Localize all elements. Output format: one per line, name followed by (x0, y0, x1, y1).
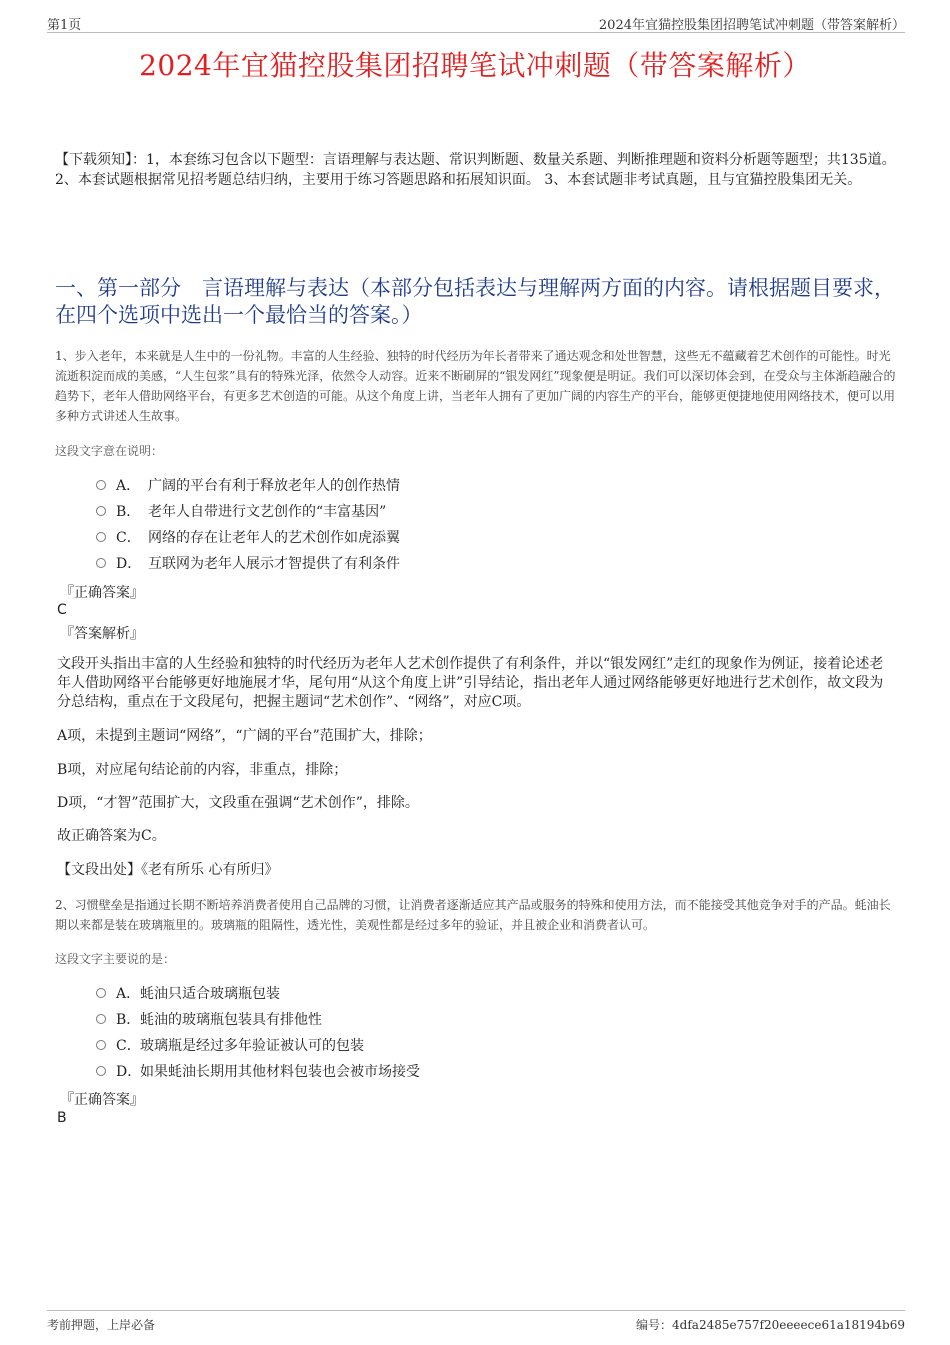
q1-note-a: A项，未提到主题词“网络”，“广阔的平台”范围扩大，排除； (57, 728, 432, 744)
q2-option-a[interactable]: A．蚝油只适合玻璃瓶包装 (96, 984, 280, 1004)
q2-option-d[interactable]: D．如果蚝油长期用其他材料包装也会被市场接受 (96, 1062, 420, 1082)
radio-icon[interactable] (96, 1040, 106, 1050)
q2-answer: B (57, 1110, 67, 1126)
page-number: 第1页 (47, 18, 82, 33)
q1-answer-label: 『正确答案』 (60, 585, 144, 601)
section-heading: 一、第一部分 言语理解与表达（本部分包括表达与理解两方面的内容。请根据题目要求，在四个选项中选出一个最恰当的答案。） (55, 276, 895, 327)
q2-answer-label: 『正确答案』 (60, 1092, 144, 1108)
q1-analysis-label: 『答案解析』 (60, 626, 144, 642)
q1-note-d: D项，“才智”范围扩大，文段重在强调“艺术创作”，排除。 (57, 795, 419, 811)
q2-option-c[interactable]: C．玻璃瓶是经过多年验证被认可的包装 (96, 1036, 364, 1056)
question-2-text: 2、习惯壁垒是指通过长期不断培养消费者使用自己品牌的习惯，让消费者逐渐适应其产品或服务的特殊和使用方法，而不能接受其他竞争对手的产品。蚝油长期以来都是装在玻璃瓶里的。玻璃瓶的阻隔性，透光性，美观性都是经过多年的验证，并且被企业和消费者认可。 (55, 898, 891, 932)
q1-source: 【文段出处】《老有所乐 心有所归》 (57, 862, 279, 878)
radio-icon[interactable] (96, 480, 106, 490)
q1-answer: C (57, 602, 67, 618)
radio-icon[interactable] (96, 988, 106, 998)
q1-option-d[interactable]: D． 互联网为老年人展示才智提供了有利条件 (96, 554, 400, 574)
question-1-prompt: 这段文字意在说明： (55, 444, 164, 458)
q1-option-a[interactable]: A． 广阔的平台有利于释放老年人的创作热情 (96, 476, 400, 496)
question-2-prompt: 这段文字主要说的是： (55, 952, 176, 966)
radio-icon[interactable] (96, 506, 106, 516)
footer-serial: 编号：4dfa2485e757f20eeeece61a18194b69 (636, 1318, 905, 1332)
footer-slogan: 考前押题，上岸必备 (47, 1318, 156, 1332)
q1-note-b: B项，对应尾句结论前的内容，非重点，排除； (57, 762, 348, 778)
radio-icon[interactable] (96, 1066, 106, 1076)
radio-icon[interactable] (96, 1014, 106, 1024)
document-title: 2024年宜猫控股集团招聘笔试冲刺题（带答案解析） (139, 49, 811, 82)
radio-icon[interactable] (96, 532, 106, 542)
q1-conclusion: 故正确答案为C。 (57, 828, 166, 844)
page-footer (47, 1310, 905, 1341)
q1-analysis: 文段开头指出丰富的人生经验和独特的时代经历为老年人艺术创作提供了有利条件，并以“银发网红”走红的现象作为例证，接着论述老年人借助网络平台能够更好地施展才华，尾句用“从这个角度上讲”引导结论，指出老年人通过网络能够更好地进行艺术创作，故文段为分总结构，重点在于文段尾句，把握主题词“艺术创作”、“网络”，对应C项。 (57, 656, 884, 710)
q2-option-b[interactable]: B．蚝油的玻璃瓶包装具有排他性 (96, 1010, 322, 1030)
radio-icon[interactable] (96, 558, 106, 568)
page-header (47, 12, 905, 33)
q1-option-b[interactable]: B． 老年人自带进行文艺创作的“丰富基因” (96, 502, 386, 522)
header-doc-title: 2024年宜猫控股集团招聘笔试冲刺题（带答案解析） (598, 18, 905, 33)
question-1-text: 1、步入老年，本来就是人生中的一份礼物。丰富的人生经验、独特的时代经历为年长者带来了通达观念和处世智慧，这些无不蕴藏着艺术创作的可能性。时光流逝积淀而成的美感，“人生包浆”具有的特殊光泽，依然令人动容。近来不断刷屏的“银发网红”现象便是明证。我们可以深切体会到，在受众与主体渐趋融合的趋势下，老年人借助网络平台，有更多艺术创造的可能。从这个角度上讲，当老年人拥有了更加广阔的内容生产的平台，能够更便捷地使用网络技术，便可以用多种方式讲述人生故事。 (55, 349, 896, 423)
download-notice: 【下载须知】：1，本套练习包含以下题型：言语理解与表达题、常识判断题、数量关系题、判断推理题和资料分析题等题型；共135道。 2、本套试题根据常见招考题总结归纳，主要用于练习答题思路和拓展知识面。 3、本套试题非考试真题，且与宜猫控股集团无关。 (55, 152, 896, 188)
q1-option-c[interactable]: C． 网络的存在让老年人的艺术创作如虎添翼 (96, 528, 400, 548)
